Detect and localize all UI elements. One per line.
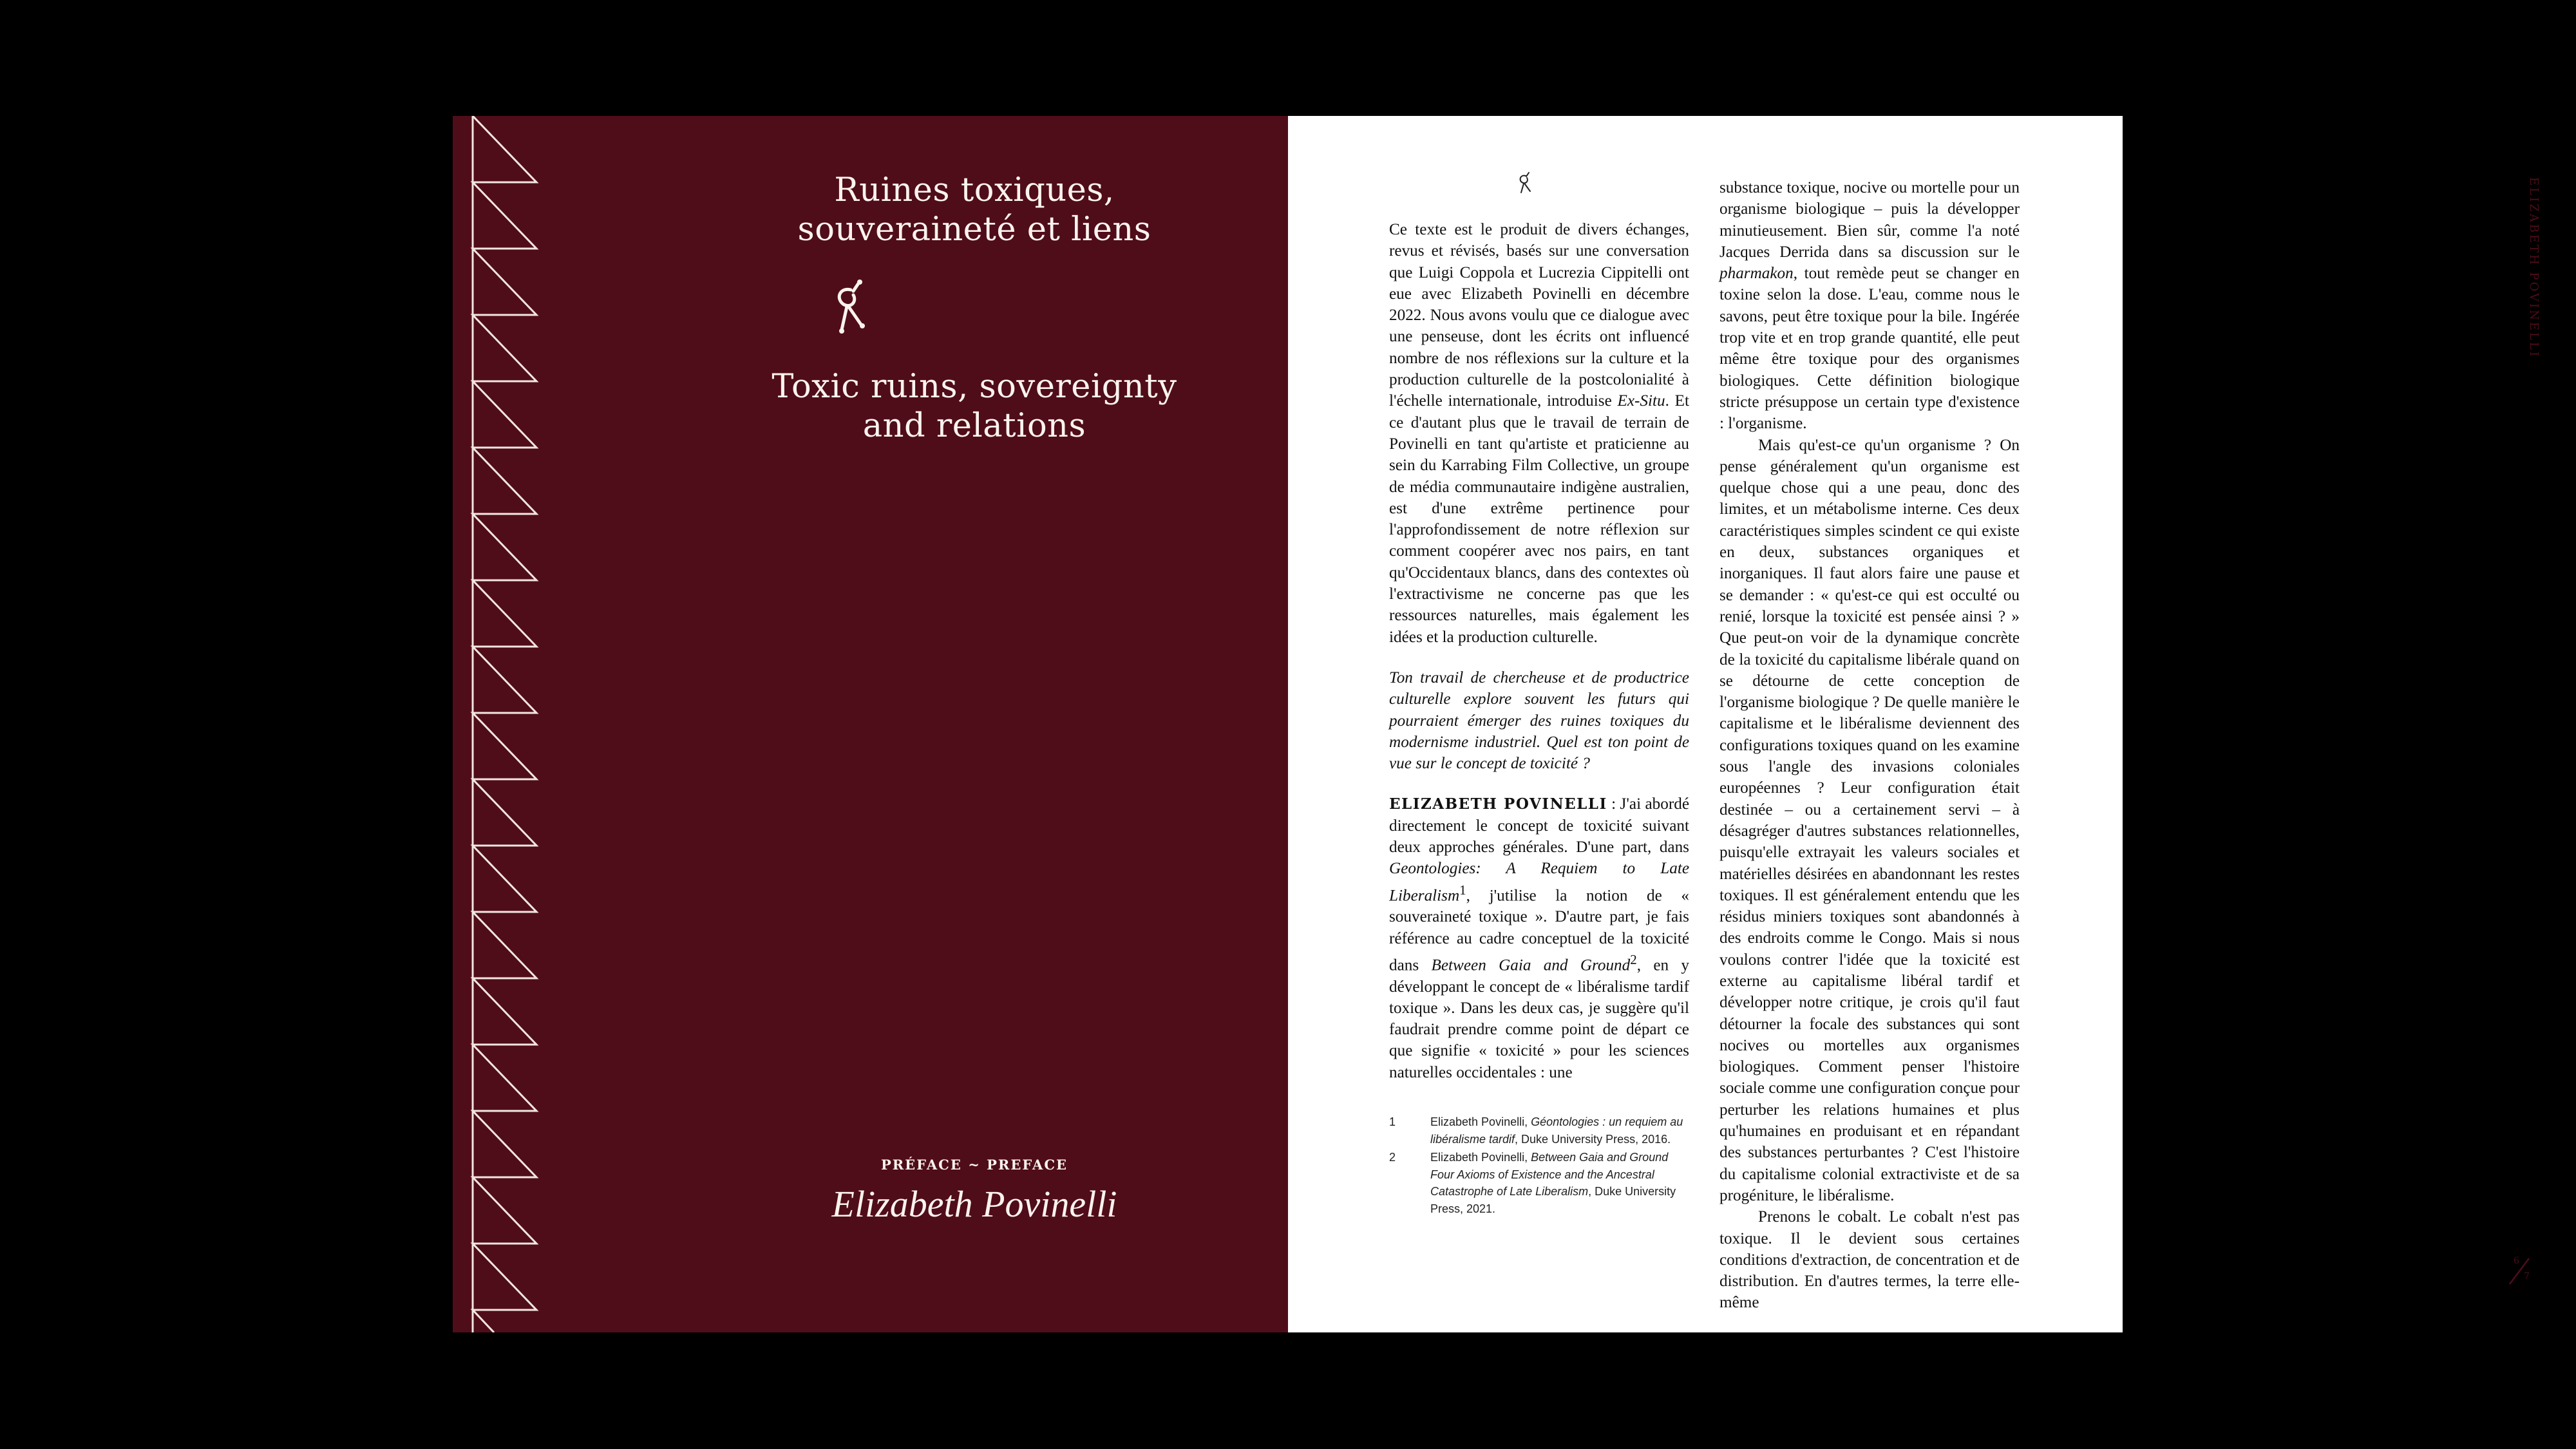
speaker-name: ELIZABETH POVINELLI xyxy=(1389,795,1607,813)
title-fr-line1: Ruines toxiques, xyxy=(834,171,1115,209)
footnote-number: 1 xyxy=(1389,1115,1396,1128)
section-kicker: PRÉFACE ~ PREFACE xyxy=(880,1157,1068,1173)
footnote-text: Elizabeth Povinelli, xyxy=(1430,1151,1531,1164)
title-english xyxy=(582,367,1367,446)
title-french xyxy=(582,171,1367,249)
folio-right-number: 7 xyxy=(2524,1271,2530,1282)
answer-book-title-1: Geontologies: A Requiem to Late Liberalism xyxy=(1389,860,1689,904)
footnote-2 xyxy=(1389,1149,1692,1217)
intro-text-em: Ex-Situ xyxy=(1617,392,1665,410)
footnote-title: Géontologies : un requiem au libéralisme tardif xyxy=(1430,1115,1683,1146)
title-en-line2: and relations xyxy=(862,407,1086,445)
footnote-title: Between Gaia and Ground Four Axioms of Existence and the Ancestral Catastrophe of Late Liberalism xyxy=(1430,1151,1669,1198)
paragraph-3: Prenons le cobalt. Le cobalt n'est pas toxique. Il le devient sous certaines conditions d'extraction, de concentration et de distribution. En d'autres termes, la terre elle-même xyxy=(1719,1208,2020,1312)
footnote-text: Elizabeth Povinelli, xyxy=(1430,1115,1531,1128)
footnote-text: , Duke University Press, 2016. xyxy=(1515,1132,1671,1146)
folio-left-number: 6 xyxy=(2514,1256,2519,1266)
small-monogram-icon xyxy=(1515,171,1535,195)
footnote-1 xyxy=(1389,1113,1692,1148)
intro-text-a: Ce texte est le produit de divers échanges, revus et révisés, basés sur une conversation que Luigi Coppola et Lucrezia Cippitelli ont eue avec Elizabeth Povinelli en décembre 2022. Nous avons voulu que ce dialogue avec une penseuse, dont les écrits ont influencé nombre de nos réflexions sur la culture et la production culturelle de la postcolonialité à l'échelle internationale, introduise xyxy=(1389,221,1689,410)
intro-text-b: . Et ce d'autant plus que le travail de terrain de Povinelli en tant qu'artiste et praticienne au sein du Karrabing Film Collective, un groupe de média communautaire indigène australien, est d'une extrême pertinence pour l'approfondissement de notre réflexion sur comment coopérer avec nos pairs, en tant qu'Occidentaux blancs, dans des contextes où l'extractivisme ne concerne pas que les ressources naturelles, mais également les idées et la production culturelle. xyxy=(1389,392,1689,646)
footnote-text: , Duke University Press, 2021. xyxy=(1430,1185,1676,1215)
answer-book-title-2: Between Gaia and Ground xyxy=(1431,956,1631,974)
author-name: Elizabeth Povinelli xyxy=(831,1183,1117,1225)
answer-text-a: : J'ai abordé directement le concept de toxicité suivant deux approches générales. D'une part, dans xyxy=(1389,795,1690,857)
folio-slash-icon xyxy=(2505,1255,2537,1287)
p1-text-b: , tout remède peut se changer en toxine selon la dose. L'eau, comme nous le savons, peut être toxique pour la bile. Ingérée trop vite et en trop grande quantité, elle peut même être toxique pour des organismes biologiques. Cette définition biologique stricte présuppose un certain type d'existence : l'organisme. xyxy=(1719,265,2020,433)
title-fr-line2: souveraineté et liens xyxy=(797,211,1151,249)
text-column-2 xyxy=(1719,177,2020,1314)
interview-question: Ton travail de chercheuse et de productrice culturelle explore souvent les futurs qui pourraient émerger des ruines toxiques du modernisme industriel. Quel est ton point de vue sur le concept de toxicité ? xyxy=(1389,668,1689,773)
footnote-ref-2[interactable]: 2 xyxy=(1630,951,1637,967)
running-head: ELIZABETH POVINELLI xyxy=(2527,177,2541,359)
p1-text-em: pharmakon xyxy=(1719,265,1794,283)
footnote-number: 2 xyxy=(1389,1151,1396,1164)
footnotes xyxy=(1389,1113,1692,1218)
footnote-ref-1[interactable]: 1 xyxy=(1459,882,1466,898)
p1-text-a: substance toxique, nocive ou mortelle pour un organisme biologique – puis la développer minutieusement. Bien sûr, comme l'a noté Jacques Derrida dans sa discussion sur le xyxy=(1719,179,2020,261)
page-folio xyxy=(2505,1255,2537,1287)
intro-paragraph xyxy=(1389,219,1689,648)
monogram-logo-icon xyxy=(828,278,873,336)
text-column-1 xyxy=(1389,219,1689,1083)
zigzag-border-pattern xyxy=(453,116,543,1332)
paragraph-2: Mais qu'est-ce qu'un organisme ? On pense généralement qu'un organisme est quelque chose qui a une peau, donc des limites, et un métabolisme interne. Ces deux caractéristiques simples scindent ce qui existe en deux, substances organiques et inorganiques. Il faut alors faire une pause et se demander : « qu'est-ce qui est occulté ou renié, lorsque la toxicité est pensée ainsi ? » Que peut-on voir de la dynamique concrète de la toxicité du capitalisme libérale quand on se détourne de cette conception de l'organisme biologique ? De quelle manière le capitalisme et le libéralisme deviennent des configurations toxiques quand on les examine sous l'angle des invasions coloniales européennes ? Leur configuration était destinée – ou a certainement servi – à désagréger d'autres substances relationnelles, puisqu'elle extrayait les valeurs sociales et matérielles désirées en abandonnant les restes toxiques. Il est généralement entendu que les résidus miniers toxiques sont abandonnés à des endroits comme le Congo. Mais si nous voulons contrer l'idée que la toxicité est externe au capitalisme libéral tardif et développer notre critique, je crois qu'il faut détourner la focale des substances qui sont nocives ou mortelles aux organismes biologiques. Comment penser l'histoire sociale comme une configuration conçue pour perturber les relations humaines et plus qu'humaines en produisant et en répandant des substances perturbantes ? C'est l'histoire du capitalisme colonial extractiviste et de sa progéniture, le libéralisme. xyxy=(1719,436,2020,1204)
answer-text-b: , j'utilise la notion de « souveraineté toxique ». D'autre part, je fais référence au cadre conceptuel de la toxicité dans xyxy=(1389,887,1689,974)
answer-text-c: , en y développant le concept de « libéralisme tardif toxique ». Dans les deux cas, je suggère qu'il faudrait prendre comme point de départ ce que signifie « toxicité » pour les sciences naturelles occidentales : une xyxy=(1389,956,1689,1081)
title-en-line1: Toxic ruins, sovereignty xyxy=(772,368,1177,406)
book-spread xyxy=(453,116,2541,1332)
paragraph-1 xyxy=(1719,177,2020,435)
interview-answer xyxy=(1389,793,1689,1083)
right-page xyxy=(1288,116,2541,1332)
left-page xyxy=(453,116,1288,1332)
